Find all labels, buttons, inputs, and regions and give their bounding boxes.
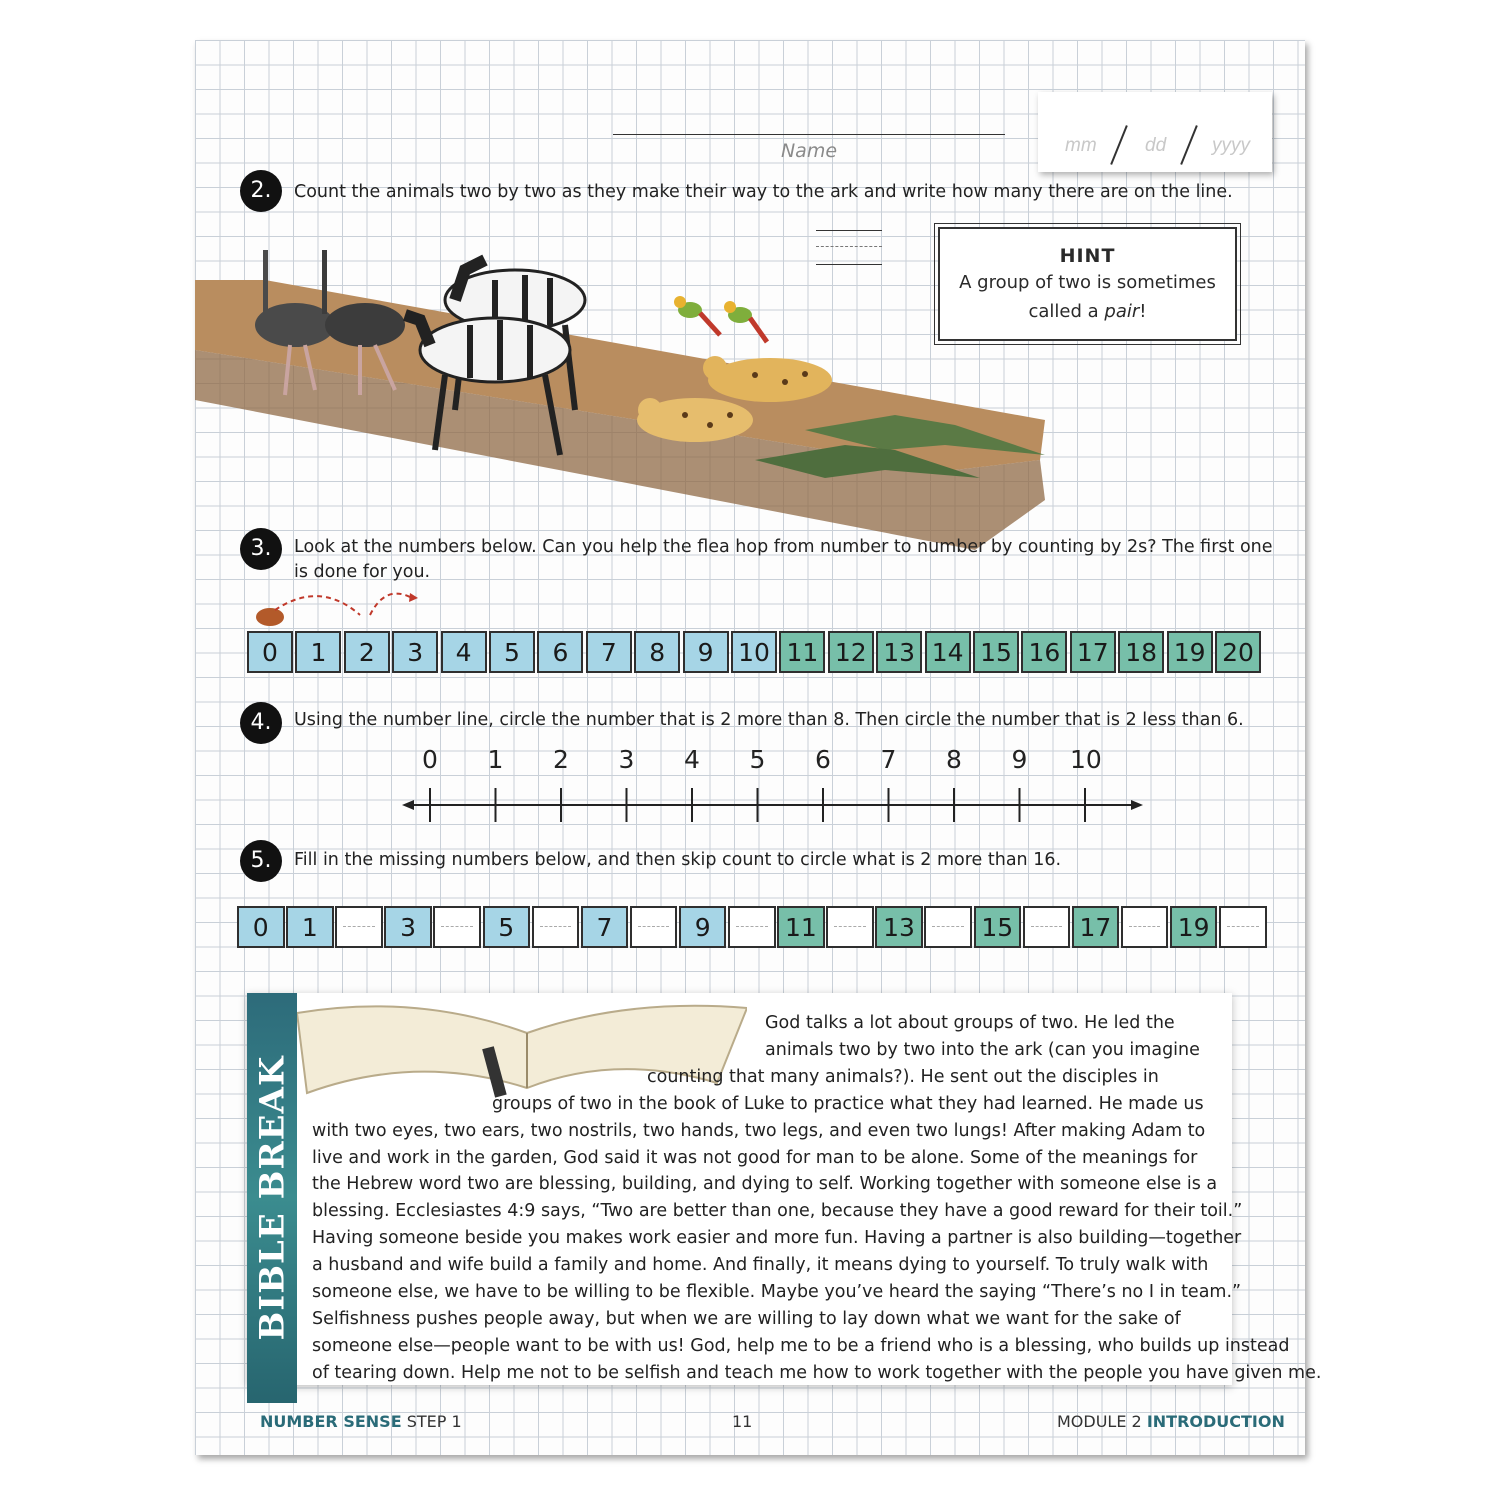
date-box[interactable] [1038,92,1272,172]
number-cell[interactable]: 19 [1170,906,1218,948]
number-line-label[interactable]: 3 [618,745,635,774]
bible-text-line: Selfishness pushes people away, but when we are willing to lay down what we want for the sake of [312,1308,1181,1329]
number-row [247,631,1267,675]
question-text: Fill in the missing numbers below, and then skip count to circle what is 2 more than 16. [294,850,1062,870]
question-text: Look at the numbers below. Can you help the flea hop from number to number by counting by 2s? The first one [294,537,1273,557]
number-cell[interactable]: 6 [537,631,583,673]
blank-cell[interactable] [924,906,972,948]
number-cell[interactable]: 10 [731,631,777,673]
hint-line: A group of two is sometimes [959,272,1216,293]
blank-cell[interactable] [1121,906,1169,948]
bible-break-title: BIBLE BREAK [252,1055,293,1341]
blank-cell[interactable] [532,906,580,948]
number-cell[interactable]: 15 [973,631,1019,673]
date-month: mm [1065,135,1097,156]
number-cell[interactable]: 3 [392,631,438,673]
bible-text-line: God talks a lot about groups of two. He led the [765,1013,1175,1033]
number-cell[interactable]: 11 [779,631,825,673]
bible-text-line: live and work in the garden, God said it was not good for man to be alone. Some of the meanings for [312,1147,1198,1168]
number-line-label[interactable]: 2 [553,745,569,774]
blank-cell[interactable] [1023,906,1071,948]
number-cell[interactable]: 5 [489,631,535,673]
question-number: 2. [240,170,282,212]
footer-right: MODULE 2 INTRODUCTION [1057,1412,1285,1431]
number-cell[interactable]: 20 [1215,631,1261,673]
flea-icon [256,608,284,626]
bible-text-line: Having someone beside you makes work easier and more fun. Having a partner is also building—together [312,1228,1242,1249]
number-cell[interactable]: 3 [384,906,432,948]
number-line-axis [400,785,1150,825]
number-cell[interactable]: 1 [286,906,334,948]
date-day: dd [1145,135,1167,156]
question-number: 4. [240,702,282,744]
flea-hop-illustration [250,585,420,630]
number-cell[interactable]: 7 [586,631,632,673]
bible-text-line: someone else, we have to be willing to be flexible. Maybe you’ve heard the saying “There’s no I in team.” [312,1282,1242,1302]
footer-left: NUMBER SENSE STEP 1 [260,1412,462,1431]
bible-text-line: with two eyes, two ears, two nostrils, two hands, two legs, and even two lungs! After making Adam to [312,1120,1206,1141]
number-cell[interactable]: 0 [247,631,293,673]
number-line-label[interactable]: 6 [815,745,831,774]
bible-text-line: animals two by two into the ark (can you imagine [765,1039,1200,1060]
number-line-label[interactable]: 4 [684,745,700,774]
question-text: Count the animals two by two as they make their way to the ark and write how many there are on the line. [294,182,1233,202]
number-line-label[interactable]: 10 [1070,745,1102,774]
hop-arrow [370,594,410,615]
number-cell[interactable]: 9 [679,906,727,948]
bible-text-line: the Hebrew word two are blessing, building, and dying to self. Working together with someone else is a [312,1174,1218,1195]
bible-text-line: of tearing down. Help me not to be selfish and teach me how to work together with the people you have given me. [312,1362,1322,1383]
number-cell[interactable]: 19 [1167,631,1213,673]
number-cell[interactable]: 9 [683,631,729,673]
parrot-icon [674,296,720,335]
name-label: Name [780,140,838,162]
number-cell[interactable]: 2 [344,631,390,673]
number-line-label[interactable]: 8 [946,745,962,774]
number-cell[interactable]: 16 [1021,631,1067,673]
number-cell[interactable]: 13 [875,906,923,948]
hint-box [938,227,1237,341]
question-number: 5. [240,840,282,882]
date-year: yyyy [1212,135,1250,156]
number-line-label[interactable]: 5 [749,745,766,774]
bible-text-line: a husband and wife build a family and home. And finally, it means dying to yourself. To truly walk with [312,1255,1209,1276]
blank-cell[interactable] [728,906,776,948]
blank-cell[interactable] [335,906,383,948]
number-cell[interactable]: 7 [581,906,629,948]
number-cell[interactable]: 11 [777,906,825,948]
number-line-label[interactable]: 1 [487,745,504,774]
number-cell[interactable]: 4 [441,631,487,673]
number-cell[interactable]: 18 [1118,631,1164,673]
hint-title: HINT [1059,245,1116,267]
number-cell[interactable]: 14 [925,631,971,673]
blank-cell[interactable] [630,906,678,948]
date-slash [1180,125,1198,165]
date-slash [1110,125,1128,165]
question-text: Using the number line, circle the number that is 2 more than 8. Then circle the number that is 2 less than 6. [294,710,1244,730]
blank-cell[interactable] [1219,906,1267,948]
bible-text-line: counting that many animals?). He sent out the disciples in [647,1066,1159,1087]
number-line-label[interactable]: 7 [880,745,897,774]
number-cell[interactable]: 0 [237,906,285,948]
number-cell[interactable]: 13 [876,631,922,673]
bible-text-line: blessing. Ecclesiastes 4:9 says, “Two are better than one, because they have a good reward for their toil.” [312,1201,1243,1222]
page-number: 11 [732,1412,753,1431]
number-cell[interactable]: 5 [483,906,531,948]
number-line[interactable] [400,745,1150,855]
arrow-head [409,593,418,602]
bible-text-line: someone else—people want to be with us! God, help me to be a friend who is a blessing, who builds up instead [312,1335,1290,1356]
hint-line: called a pair! [1028,301,1147,322]
blank-cell[interactable] [433,906,481,948]
question-text: is done for you. [294,562,431,582]
fill-in-row[interactable] [237,906,1277,950]
bible-text-line: groups of two in the book of Luke to practice what they had learned. He made us [492,1093,1204,1114]
hop-arrow [275,596,360,615]
workbook-page [195,40,1322,1455]
number-cell[interactable]: 15 [974,906,1022,948]
number-cell[interactable]: 8 [634,631,680,673]
number-cell[interactable]: 12 [828,631,874,673]
number-line-label[interactable]: 9 [1011,745,1028,774]
question-number: 3. [240,528,282,570]
number-cell[interactable]: 17 [1072,906,1120,948]
name-line[interactable] [613,134,1005,135]
number-cell[interactable]: 17 [1070,631,1116,673]
number-line-label[interactable]: 0 [422,745,438,774]
number-cell[interactable]: 1 [295,631,341,673]
parrot-icon [724,301,767,342]
leopard-icon [637,398,753,442]
blank-cell[interactable] [826,906,874,948]
